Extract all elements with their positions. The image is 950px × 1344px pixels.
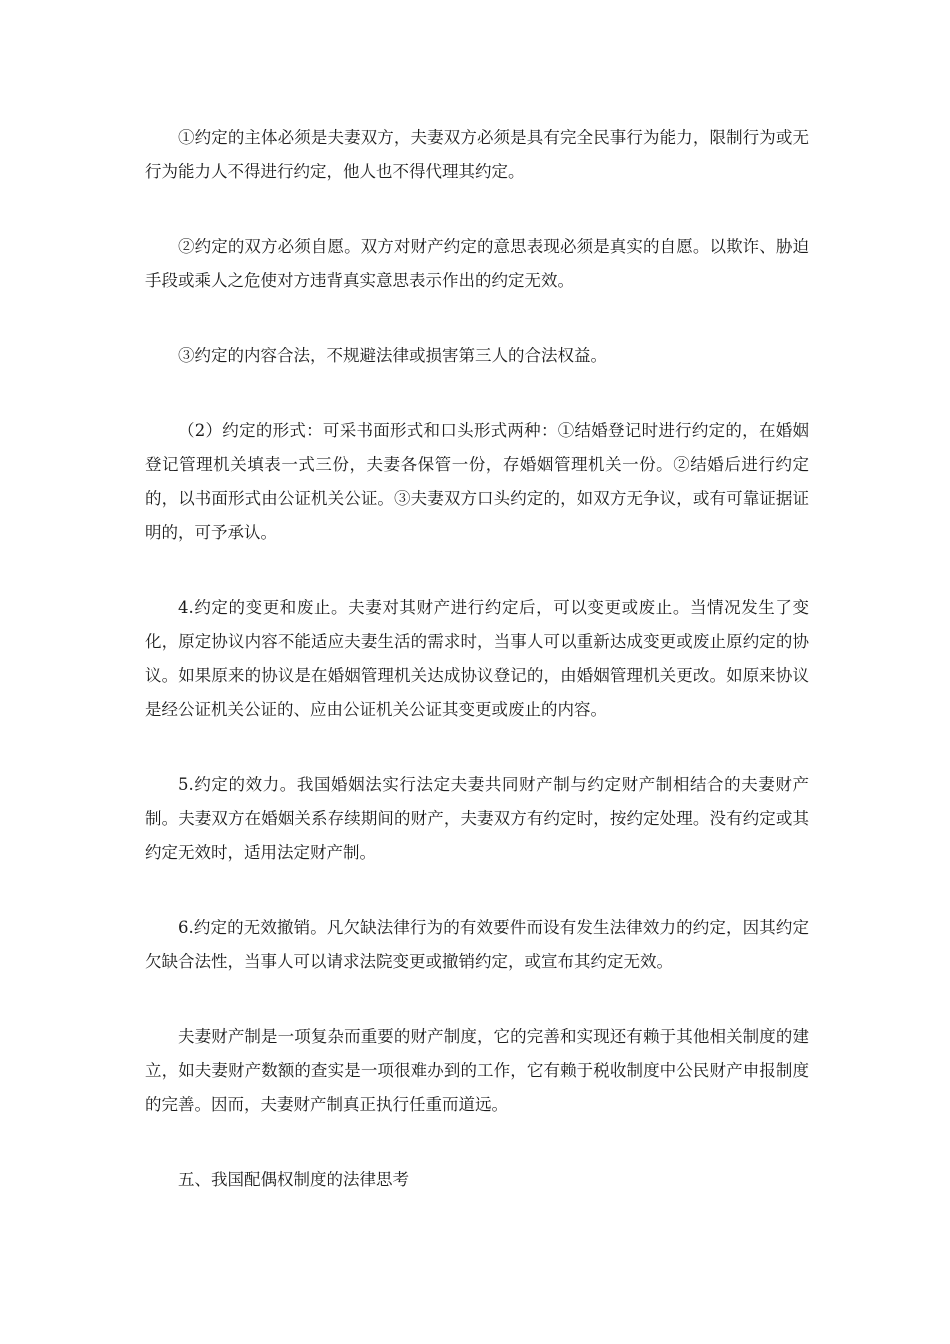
section-heading: 五、我国配偶权制度的法律思考 xyxy=(178,1170,409,1189)
paragraph-agreement-effect: 5.约定的效力。我国婚姻法实行法定夫妻共同财产制与约定财产制相结合的夫妻财产制。夫妻双方在婚姻关系存续期间的财产，夫妻双方有约定时，按约定处理。没有约定或其约定无效时，适用法定财产制。 xyxy=(145,775,809,862)
paragraph-agreement-form: （2）约定的形式：可采书面形式和口头形式两种：①结婚登记时进行约定的，在婚姻登记管理机关填表一式三份，夫妻各保管一份，存婚姻管理机关一份。②结婚后进行约定的，以书面形式由公证机关公证。③夫妻双方口头约定的，如双方无争议，或有可靠证据证明的，可予承认。 xyxy=(145,421,809,542)
paragraph-invalid-revocation: 6.约定的无效撤销。凡欠缺法律行为的有效要件而设有发生法律效力的约定，因其约定欠缺合法性，当事人可以请求法院变更或撤销约定，或宣布其约定无效。 xyxy=(145,918,809,971)
paragraph-lawful-content: ③约定的内容合法，不规避法律或损害第三人的合法权益。 xyxy=(178,346,607,365)
document-body xyxy=(145,121,809,1238)
paragraph-change-and-abolish: 4.约定的变更和废止。夫妻对其财产进行约定后，可以变更或废止。当情况发生了变化，原定协议内容不能适应夫妻生活的需求时，当事人可以重新达成变更或废止原约定的协议。如果原来的协议是在婚姻管理机关达成协议登记的，由婚姻管理机关更改。如原来协议是经公证机关公证的、应由公证机关公证其变更或废止的内容。 xyxy=(145,598,809,719)
paragraph-voluntary-requirement: ②约定的双方必须自愿。双方对财产约定的意思表现必须是真实的自愿。以欺诈、胁迫手段或乘人之危使对方违背真实意思表示作出的约定无效。 xyxy=(145,237,809,290)
paragraph-conclusion: 夫妻财产制是一项复杂而重要的财产制度，它的完善和实现还有赖于其他相关制度的建立，如夫妻财产数额的查实是一项很难办到的工作，它有赖于税收制度中公民财产申报制度的完善。因而，夫妻财产制真正执行任重而道远。 xyxy=(145,1027,809,1114)
paragraph-subject-requirement: ①约定的主体必须是夫妻双方，夫妻双方必须是具有完全民事行为能力，限制行为或无行为能力人不得进行约定，他人也不得代理其约定。 xyxy=(145,128,809,181)
